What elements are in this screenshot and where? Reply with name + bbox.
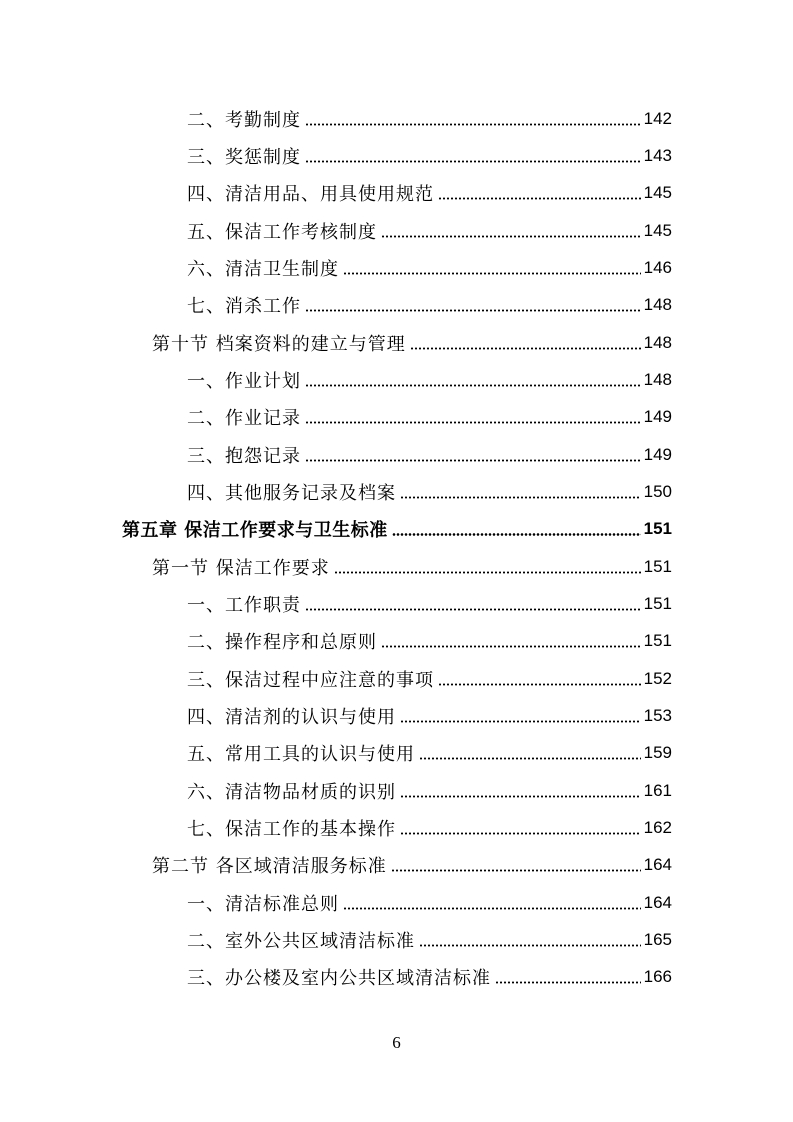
toc-chapter-entry[interactable] xyxy=(122,514,672,544)
dot-leader xyxy=(381,645,641,648)
toc-entry-label: 四、其他服务记录及档案 xyxy=(187,483,396,504)
toc-page-number: 153 xyxy=(643,706,672,725)
dot-leader xyxy=(400,496,641,499)
toc-entry-label: 三、保洁过程中应注意的事项 xyxy=(187,670,434,691)
toc-page-number: 143 xyxy=(643,146,672,165)
toc-entry-label: 二、考勤制度 xyxy=(187,110,301,131)
toc-page-number: 149 xyxy=(643,407,672,426)
toc-entry[interactable] xyxy=(187,962,672,992)
toc-entry[interactable] xyxy=(187,589,672,619)
toc-entry-label: 二、操作程序和总原则 xyxy=(187,632,377,653)
toc-entry-label: 四、清洁用品、用具使用规范 xyxy=(187,184,434,205)
toc-entry[interactable] xyxy=(187,440,672,470)
dot-leader xyxy=(495,981,641,984)
dot-leader xyxy=(438,197,641,200)
dot-leader xyxy=(343,907,641,910)
toc-page-number: 152 xyxy=(643,669,672,688)
toc-entry-label: 六、清洁卫生制度 xyxy=(187,259,339,280)
toc-page-number: 164 xyxy=(643,893,672,912)
toc-page-number: 162 xyxy=(643,818,672,837)
dot-leader xyxy=(438,683,641,686)
dot-leader xyxy=(305,608,641,611)
toc-page-number: 151 xyxy=(643,519,672,538)
toc-entry-label: 第十节 档案资料的建立与管理 xyxy=(152,334,406,355)
page-number: 6 xyxy=(392,1033,401,1052)
dot-leader xyxy=(305,123,641,126)
toc-page-number: 149 xyxy=(643,445,672,464)
toc-page-number: 151 xyxy=(643,631,672,650)
toc-entry-label: 一、作业计划 xyxy=(187,371,301,392)
toc-entry-label: 一、工作职责 xyxy=(187,595,301,616)
toc-entry-label: 第五章 保洁工作要求与卫生标准 xyxy=(122,520,388,541)
toc-entry-label: 三、奖惩制度 xyxy=(187,147,301,168)
toc-page-number: 159 xyxy=(643,743,672,762)
toc-entry[interactable] xyxy=(187,178,672,208)
toc-page-number: 145 xyxy=(643,221,672,240)
toc-page-number: 148 xyxy=(643,295,672,314)
dot-leader xyxy=(305,309,641,312)
toc-entry[interactable] xyxy=(187,738,672,768)
toc-entry[interactable] xyxy=(187,776,672,806)
dot-leader xyxy=(400,720,641,723)
toc-page-number: 164 xyxy=(643,855,672,874)
toc-page-number: 151 xyxy=(643,557,672,576)
toc-entry-label: 第二节 各区域清洁服务标准 xyxy=(152,856,387,877)
toc-page-number: 142 xyxy=(643,109,672,128)
toc-entry[interactable] xyxy=(187,365,672,395)
toc-entry[interactable] xyxy=(187,216,672,246)
dot-leader xyxy=(400,795,641,798)
toc-entry-label: 五、常用工具的认识与使用 xyxy=(187,744,415,765)
toc-entry[interactable] xyxy=(187,813,672,843)
toc-entry-label: 六、清洁物品材质的识别 xyxy=(187,782,396,803)
toc-page-number: 145 xyxy=(643,183,672,202)
toc-entry[interactable] xyxy=(187,402,672,432)
dot-leader xyxy=(343,272,641,275)
toc-page-number: 166 xyxy=(643,967,672,986)
dot-leader xyxy=(400,832,641,835)
toc-entry[interactable] xyxy=(187,104,672,134)
toc-entry-label: 五、保洁工作考核制度 xyxy=(187,222,377,243)
toc-entry-label: 二、作业记录 xyxy=(187,408,301,429)
dot-leader xyxy=(305,421,641,424)
toc-entry-label: 七、保洁工作的基本操作 xyxy=(187,819,396,840)
dot-leader xyxy=(305,160,641,163)
toc-page-number: 151 xyxy=(643,594,672,613)
toc-entry[interactable] xyxy=(187,925,672,955)
toc-entry-label: 七、消杀工作 xyxy=(187,296,301,317)
toc-entry-label: 第一节 保洁工作要求 xyxy=(152,558,330,579)
dot-leader xyxy=(419,757,641,760)
toc-page-number: 146 xyxy=(643,258,672,277)
dot-leader xyxy=(391,869,641,872)
toc-entry-label: 二、室外公共区域清洁标准 xyxy=(187,931,415,952)
toc-entry-label: 三、办公楼及室内公共区域清洁标准 xyxy=(187,968,491,989)
dot-leader xyxy=(392,533,641,536)
toc-page-number: 150 xyxy=(643,482,672,501)
dot-leader xyxy=(410,347,641,350)
toc-entry-label: 三、抱怨记录 xyxy=(187,446,301,467)
dot-leader xyxy=(381,235,641,238)
toc-entry[interactable] xyxy=(152,552,672,582)
toc-page-number: 165 xyxy=(643,930,672,949)
toc-entry[interactable] xyxy=(187,626,672,656)
toc-page-number: 161 xyxy=(643,781,672,800)
toc-entry[interactable] xyxy=(187,701,672,731)
toc-entry[interactable] xyxy=(152,850,672,880)
dot-leader xyxy=(334,571,641,574)
toc-entry[interactable] xyxy=(187,141,672,171)
toc-entry-label: 一、清洁标准总则 xyxy=(187,894,339,915)
toc-entry[interactable] xyxy=(187,664,672,694)
dot-leader xyxy=(305,384,641,387)
toc-entry[interactable] xyxy=(187,253,672,283)
toc-entry-label: 四、清洁剂的认识与使用 xyxy=(187,707,396,728)
toc-entry[interactable] xyxy=(187,477,672,507)
dot-leader xyxy=(419,944,641,947)
toc-entry[interactable] xyxy=(152,328,672,358)
toc-page-number: 148 xyxy=(643,370,672,389)
toc-entry[interactable] xyxy=(187,290,672,320)
dot-leader xyxy=(305,459,641,462)
toc-page-number: 148 xyxy=(643,333,672,352)
toc-entry[interactable] xyxy=(187,888,672,918)
